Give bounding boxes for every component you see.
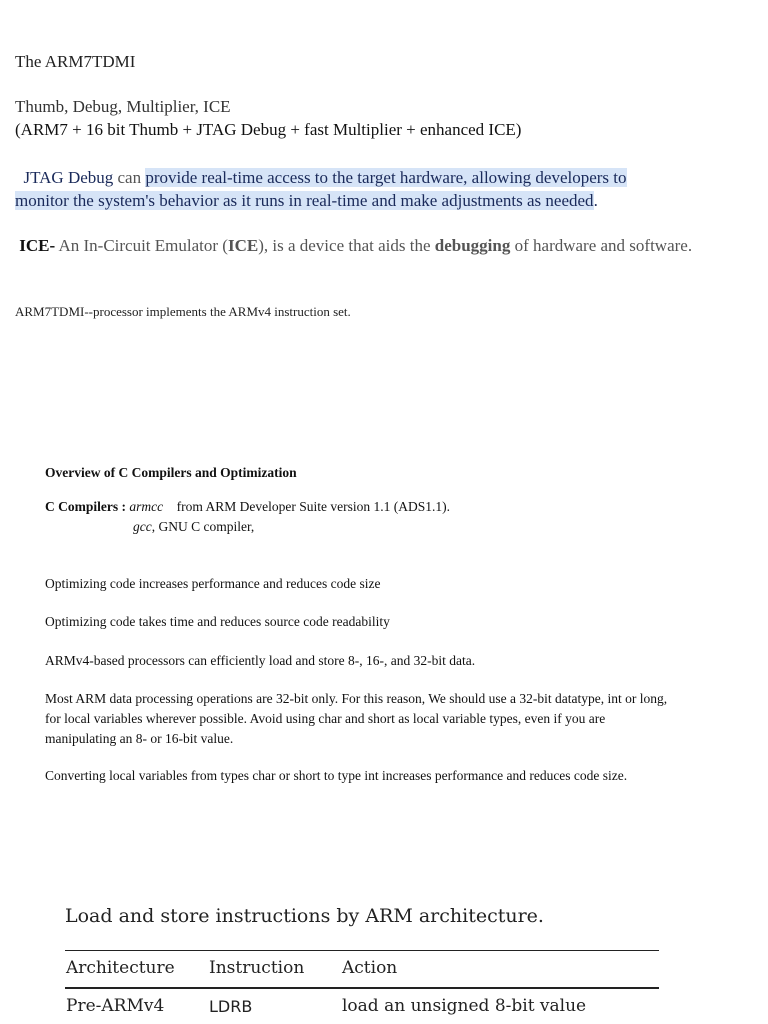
ice-text-2: ), is a device that aids the [258,236,431,255]
optimization-para-2: Optimizing code takes time and reduces source code readability [45,614,390,629]
jtag-can: can [117,168,142,187]
jtag-paragraph [15,166,727,212]
ice-paragraph [15,234,727,257]
compiler-gcc-desc: , GNU C compiler, [151,519,255,534]
table-top-rule [65,950,659,951]
compiler-line-1 [45,499,450,515]
feature-expansion: (ARM7 + 16 bit Thumb + JTAG Debug + fast Multiplier + enhanced ICE) [15,120,522,139]
jtag-period: . [593,191,598,210]
optimization-para-1: Optimizing code increases performance and reduces code size [45,576,381,591]
compiler-line-2 [133,519,254,535]
feature-list: Thumb, Debug, Multiplier, ICE [15,97,231,116]
ice-text-3: of hardware and software. [514,236,693,255]
selected-text-1[interactable]: provide real-time access to the target hardware, allowing developers to [145,168,627,187]
ice-text-1: An In-Circuit Emulator ( [58,236,228,255]
optimization-para-3: ARMv4-based processors can efficiently load and store 8-, 16-, and 32-bit data. [45,653,476,668]
table-header-action: Action [342,958,398,978]
compiler-gcc: gcc [133,519,152,534]
arm-instruction-note: ARM7TDMI--processor implements the ARMv4 instruction set. [15,304,351,319]
table-header-architecture: Architecture [66,958,175,978]
overview-title: Overview of C Compilers and Optimization [45,465,297,480]
table-title: Load and store instructions by ARM architecture. [65,905,544,927]
table-header-rule [65,987,659,989]
optimization-para-5: Converting local variables from types char or short to type int increases performance and reduces code size. [45,768,628,783]
ice-abbr: ICE [227,236,259,255]
table-header-instruction: Instruction [209,958,305,978]
table-cell-instruction: LDRB [209,997,253,1016]
compiler-armcc: armcc [129,499,164,514]
ice-bold: debugging [434,236,511,255]
table-cell-action: load an unsigned 8-bit value [342,996,587,1016]
jtag-lead: JTAG Debug [23,168,114,187]
ice-lead: ICE- [19,236,56,255]
selected-text-2[interactable]: monitor the system's behavior as it runs in real-time and make adjustments as needed [15,191,594,210]
compiler-armcc-desc: from ARM Developer Suite version 1.1 (ADS1.1). [176,499,450,514]
table-cell-architecture: Pre-ARMv4 [66,996,165,1016]
compilers-label: C Compilers : [45,499,126,514]
optimization-para-4: Most ARM data processing operations are 32-bit only. For this reason, We should use a 32-bit datatype, int or long, for local variables wherever possible. Avoid using char and short as local variable types, even if you are manipulating an 8- or 16-bit value. [45,691,668,746]
page-title: The ARM7TDMI [15,52,136,71]
